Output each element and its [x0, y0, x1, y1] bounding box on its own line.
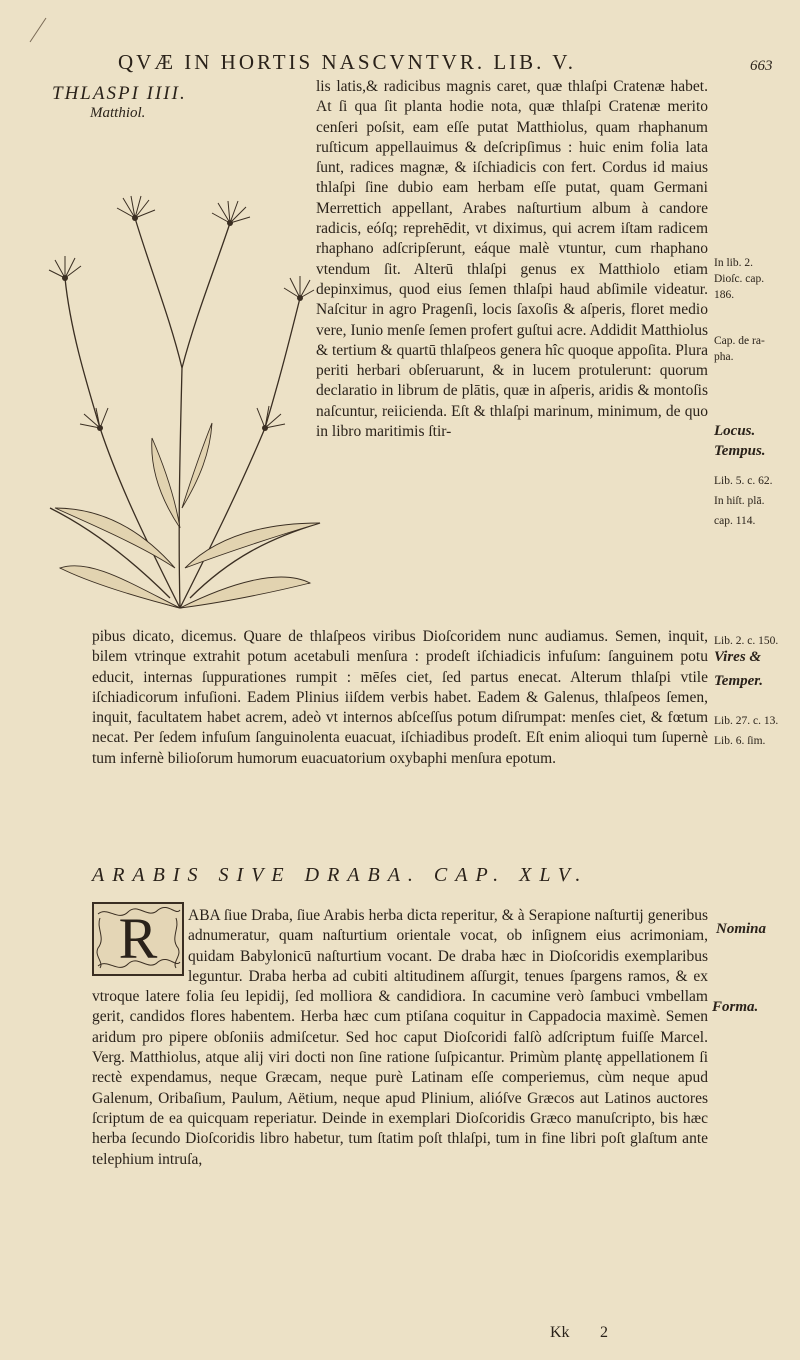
- marginal-note: Lib. 2. c. 150.: [714, 635, 779, 647]
- page-number: 663: [750, 58, 773, 74]
- running-head: QVÆ IN HORTIS NASCVNTVR. LIB. V.: [118, 50, 576, 74]
- plant-author: Matthiol.: [90, 105, 146, 121]
- marginal-note: In hiſt. plā.: [714, 495, 765, 507]
- marginal-note: Lib. 6. ſim.: [714, 735, 766, 747]
- marginal-note: Dioſc. cap.: [714, 273, 765, 285]
- marginal-note: Locus.: [714, 423, 756, 439]
- marginal-note: Cap. de ra-: [714, 335, 765, 347]
- marginal-note: Lib. 27. c. 13.: [714, 715, 779, 727]
- marginal-note: Vires &: [714, 649, 762, 665]
- chapter-paragraph: [92, 906, 708, 1170]
- marginal-note: 186.: [714, 289, 735, 301]
- marginal-note: In lib. 2.: [714, 257, 753, 269]
- plant-illustration: [30, 128, 330, 628]
- marginal-note: Tempus.: [714, 443, 766, 459]
- signature-mark: 2: [600, 1324, 608, 1341]
- marginal-note: pha.: [714, 351, 734, 363]
- marginal-note: Forma.: [712, 999, 759, 1015]
- chapter-heading: ARABIS SIVE DRABA. CAP. XLV.: [92, 864, 589, 886]
- chapter-text: ABA ſiue Draba, ſiue Arabis herba dicta reperitur, & à Serapione naſturtij generibus adnumeratur, quam naſturtium orientale vocat, ob inſignem eius acrimoniam, quidam Babylonicū naſturtium vocant. De draba hæc in Dioſcoridis exemplaribus leguntur. Draba herba ad cubiti altitudinem aſſurgit, tenues ſpargens ramos, & ex vtroque latere folia ſeu lepidij, ſed molliora & candidiora. In cacumine verò ſambuci vmbellam gerit, candidos flores habentem. Herba hæc cum ptiſana coquitur in Cappadocia maximè. Semen aridum pro pipere obſoniis admiſcetur. Sed hoc caput Dioſcoridi falſò adſcriptum fuiſſe Marcel. Verg. Matthiolus, atque alij viri docti non ſine ratione ſuſpicantur. Primùm plantę appellationem ſi rectè expendamus, neque Græcam, neque purè Latinam eſſe comperiemus, cùm neque apud Galenum, Oribaſium, Paulum, Aëtium, neque apud Plinium, alióſve Græcos aut Latinos auctores ſcriptum de ea quicquam reperiatur. Deinde in exemplari Dioſcoridis Græco manuſcripto, bis hæc herba ſecundo Dioſcoridis libro habetur, tum ſtatim poſt thlaſpi, tum in fine libri poſt glaſtum ante telephium intruſa,: [92, 907, 708, 1168]
- plant-title: THLASPI IIII.: [52, 83, 187, 104]
- marginal-note: Temper.: [714, 673, 764, 689]
- marginal-note: Nomina: [716, 921, 767, 937]
- paragraph-1: lis latis,& radicibus magnis caret, quæ thlaſpi Cratenæ habet. At ſi qua ſit planta hodie nota, quæ thlaſpi Cratenæ merito cenſeri poſsit, eam eſſe putat Matthiolus, quam rhaphanum ruſticum appellauimus & deſcripſimus : huic enim folia lata ſunt, radices magnæ, & iſchiadicis con fert. Cordus id maius thlaſpi ſine dubio eam herbam eſſe putat, quam Germani Merrettich appellant, Arabes naſturtium album à candore radicis, eóſq; reprehēdit, vt diximus, qui acrem iſtam radicem rhaphano adſcripſerunt, eáque malè vtuntur, cum rhaphano vtendum ſit. Alterū thlaſpi genus ex Matthiolo etiam depinximus, quod eius ſemen thlaſpi haud abſimile videatur. Naſcitur in agro Pragenſi, locis ſaxoſis & aſperis, floret medio vere, Iunio menſe ſemen profert guſtui acre. Addidit Matthiolus & tertium & quartū thlaſpeos genera hîc quoque appoſita. Plura periti herbari obſeruarunt, & in lucem protulerunt: quorum declaratio in librum de plātis, quæ in aſperis, aridis & montoſis naſcuntur, reiicienda. Eſt & thlaſpi marinum, minimum, de quo in libro maritimis ſtir-: [316, 78, 708, 441]
- catchword: Kk: [550, 1324, 570, 1341]
- pencil-mark-icon: [24, 8, 64, 48]
- dropcap-spacer: [92, 906, 188, 982]
- dropcap-letter: R: [118, 906, 158, 971]
- marginal-note: Lib. 5. c. 62.: [714, 475, 773, 487]
- marginal-note: cap. 114.: [714, 515, 756, 527]
- paragraph-2: pibus dicato, dicemus. Quare de thlaſpeos viribus Dioſcoridem nunc audiamus. Semen, inquit, bilem vtrinque extrahit potum acetabuli menſura : prodeſt iſchiadicis infuſum: ſanguinem potu educit, internas ſuppurationes rumpit : mēſes ciet, ſed partus enecat. Alterum thlaſpi vtile iſchiadicorum infuſioni. Eadem Plinius iiſdem verbis habet. Eadem & Galenus, thlaſpeos ſemen, inquit, facultatem habet acrem, adeò vt internos abſceſſus potum diſrumpat: menſes ciet, & fœtum necat. Per ſedem infuſum ſanguinolenta euacuat, iſchiadibus prodeſt. Eſt enim alioqui tum ſupernè tum infernè bilioſorum humorum euacuatorium oxybaphi menſura epotum.: [92, 628, 708, 767]
